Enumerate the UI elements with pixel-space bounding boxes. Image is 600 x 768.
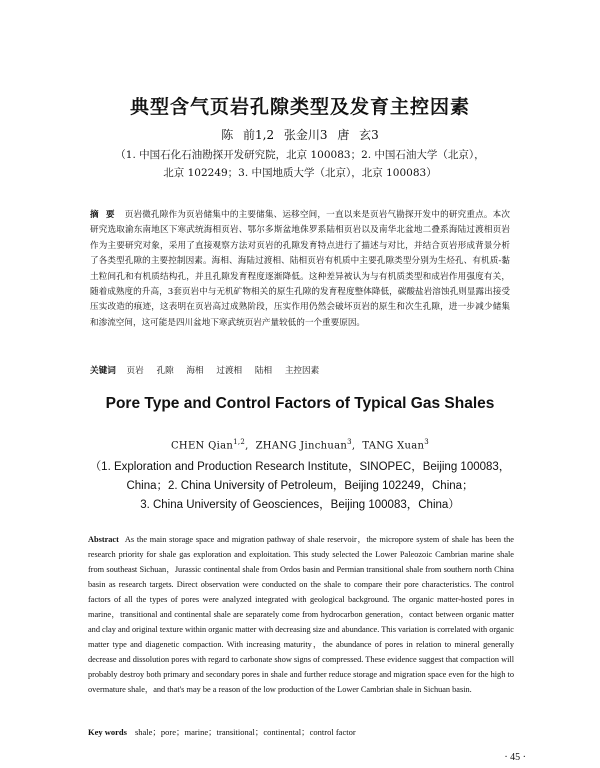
- chinese-keyword: 页岩: [126, 366, 144, 376]
- english-authors: CHEN Qian$^{1,2}$, ZHANG Jinchuan$^3$, TANG Xuan$^3$: [170, 438, 430, 452]
- chinese-keywords: [90, 364, 510, 376]
- chinese-title: 典型含气页岩孔隙类型及发育主控因素: [129, 96, 470, 118]
- author-affiliation-mark: 3: [424, 438, 430, 446]
- chinese-abstract: [90, 208, 510, 331]
- chinese-keyword: 孔隙: [156, 366, 174, 376]
- chinese-authors: 陈 前1,2 张金川3 唐 玄3: [221, 128, 379, 142]
- page-number: · 45 ·: [504, 752, 526, 763]
- chinese-affiliation-line: （1. 中国石化石油勘探开发研究院，北京 100083；2. 中国石油大学（北京），: [115, 149, 485, 161]
- english-abstract: [88, 532, 514, 697]
- chinese-keywords-label: 关键词: [90, 366, 116, 376]
- chinese-keyword: 陆相: [254, 366, 273, 376]
- chinese-keyword: 过渡相: [216, 366, 243, 376]
- english-keywords: [88, 726, 514, 738]
- chinese-keyword: 主控因素: [284, 366, 320, 376]
- chinese-affiliations: [60, 146, 540, 182]
- chinese-keyword: 海相: [186, 366, 204, 376]
- english-abstract-text: As the main storage space and migration pathway of shale reservoir，the micropore system of shale has been the research priority for shale gas exploration and exploitation. This study selected the Lower Paleozoic Cambrian marine shale from southeast Sichuan，Jurassic continental shale from Ordos basin and Permian transitional shale from southern north China basin as research targets. Direct observation were conducted on the shale to compare their pore characteristics. The control factors of all the types of pores were analyzed integrated with geological background. The organic matter-hosted pores in marine，transitional and continental shale are separately come from hydrocarbon generation，contact between organic matter and clay and original texture within organic matter with decreasing size and abundance. This variation is correlated with organic matter type and diagenetic compaction. With increasing maturity，the abundance of pores in relation to mineral generally decrease and dissolution pores with regard to carbonate show signs of compressed. These evidence suggest that compaction will probably destroy both primary and secondary pores in shale and further reduce storage and migration space even for the high to overmature shale，and that's may be a reason of the low production of the Lower Cambrian shale in Sichuan basin.: [88, 535, 514, 694]
- english-keywords-text: shale；pore；marine；transitional；continental；control factor: [134, 727, 356, 737]
- author-affiliation-mark: 3: [347, 438, 352, 446]
- chinese-abstract-label: 摘 要: [90, 210, 117, 220]
- author-name: CHEN Qian: [170, 440, 234, 452]
- chinese-abstract-text: 页岩微孔隙作为页岩储集中的主要储集、运移空间，一直以来是页岩气勘探开发中的研究重点。本次研究选取渝东南地区下寒武统海相页岩、鄂尔多斯盆地侏罗系陆相页岩以及南华北盆地二叠系海陆过渡相页岩作为主要研究对象，采用了直接观察方法对页岩的孔隙发育特点进行了描述与对比，并结合页岩形成背景分析了各类型孔隙的主要控制因素。海相、海陆过渡相、陆相页岩有机质中主要孔隙类型分别为生烃孔、有机质-黏土粒间孔和有机质结构孔，并且孔隙发育程度逐渐降低。这种差异被认为与有机质类型和成岩作用强度有关，随着成熟度的升高，3套页岩中与无机矿物相关的原生孔隙的发育程度整体降低，碳酸盐岩溶蚀孔则显露出接受压实改造的痕迹，这表明在页岩高过成熟阶段，压实作用仍然会破坏页岩的原生和次生孔隙，进一步减少储集和渗流空间，这可能是四川盆地下寒武统页岩产量较低的一个重要原因。: [90, 210, 510, 328]
- author-name: ZHANG Jinchuan: [255, 440, 348, 452]
- english-affiliations: [70, 458, 530, 515]
- author-name: TANG Xuan: [362, 440, 425, 452]
- english-affiliation-line: China；2. China University of Petroleum，Beijing 102249，China；: [126, 480, 474, 492]
- chinese-affiliation-line: 北京 102249；3. 中国地质大学（北京），北京 100083）: [163, 167, 437, 179]
- english-affiliation-line: （1. Exploration and Production Research Institute，SINOPEC，Beijing 100083，: [89, 461, 511, 473]
- english-keywords-label: Key words: [88, 727, 127, 737]
- english-title: Pore Type and Control Factors of Typical Gas Shales: [105, 395, 495, 412]
- author-affiliation-mark: 1,2: [233, 438, 246, 446]
- english-affiliation-line: 3. China University of Geosciences，Beijing 100083，China）: [140, 499, 460, 511]
- english-abstract-label: Abstract: [88, 535, 119, 544]
